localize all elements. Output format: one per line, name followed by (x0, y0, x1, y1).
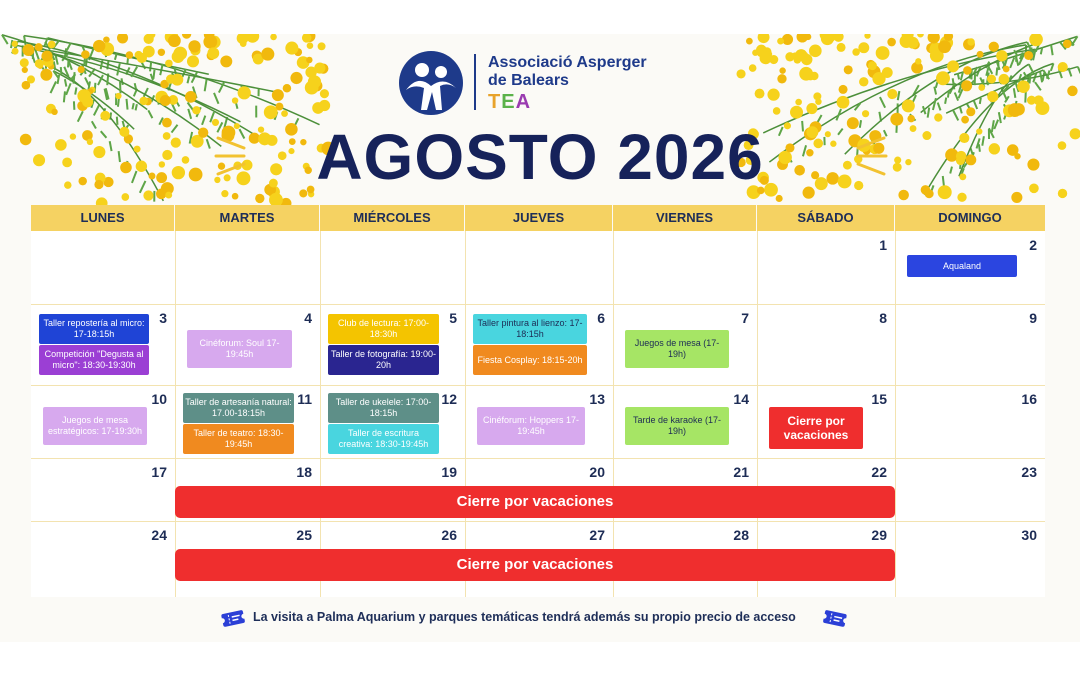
day-number: 15 (871, 391, 887, 407)
mimosa-leaf (934, 87, 936, 95)
mimosa-blossom (237, 34, 249, 44)
event-chip[interactable]: Taller pintura al lienzo: 17-18:15h (473, 314, 587, 344)
mimosa-blossom (307, 42, 314, 49)
mimosa-blossom (837, 96, 850, 109)
mimosa-blossom (858, 42, 869, 53)
mimosa-leaf (187, 76, 189, 83)
mimosa-leaf (65, 79, 66, 86)
mimosa-blossom (746, 38, 753, 45)
mimosa-blossom (255, 194, 264, 203)
mimosa-blossom (207, 47, 219, 59)
mimosa-blossom (987, 75, 996, 84)
mimosa-blossom (779, 67, 785, 73)
day-number: 22 (871, 464, 887, 480)
mimosa-blossom (281, 110, 288, 117)
mimosa-blossom (989, 42, 999, 52)
mimosa-blossom (821, 34, 834, 45)
mimosa-blossom (936, 71, 950, 85)
mimosa-blossom (103, 36, 110, 43)
mimosa-blossom (320, 89, 329, 98)
mimosa-leaf (980, 98, 981, 104)
mimosa-leaf (153, 70, 154, 79)
day-number: 9 (1029, 310, 1037, 326)
grid-divider (613, 231, 614, 597)
mimosa-leaf (913, 95, 916, 102)
mimosa-blossom (12, 41, 18, 47)
mimosa-blossom (35, 43, 43, 51)
mimosa-blossom (172, 50, 185, 63)
mimosa-blossom (1067, 86, 1077, 96)
event-chip[interactable]: Taller de artesanía natural: 17.00-18:15h (183, 393, 294, 423)
closure-band: Cierre por vacaciones (175, 486, 895, 518)
mimosa-blossom (757, 50, 764, 57)
mimosa-leaf (136, 104, 137, 110)
mimosa-blossom (192, 106, 200, 114)
grid-divider (175, 231, 176, 597)
mimosa-blossom (790, 106, 803, 119)
mimosa-blossom (187, 55, 199, 67)
mimosa-blossom (318, 42, 326, 50)
mimosa-blossom (115, 93, 121, 99)
mimosa-blossom (1027, 96, 1036, 105)
event-chip[interactable]: Taller repostería al micro: 17-18:15h (39, 314, 149, 344)
mimosa-leaf (75, 87, 76, 94)
mimosa-leaf (67, 43, 71, 50)
mimosa-leaf (974, 101, 977, 109)
event-chip[interactable]: Cinéforum: Hoppers 17-19:45h (477, 407, 585, 445)
mimosa-blossom (1024, 51, 1033, 60)
mimosa-blossom (755, 89, 765, 99)
mimosa-blossom (305, 81, 319, 95)
mimosa-blossom (121, 193, 129, 201)
mimosa-blossom (902, 99, 915, 112)
mimosa-blossom (319, 65, 326, 72)
day-number: 24 (151, 527, 167, 543)
org-name-line1: Associació Asperger (488, 54, 647, 71)
mimosa-blossom (966, 107, 975, 116)
mimosa-blossom (182, 34, 191, 39)
mimosa-blossom (782, 34, 793, 45)
mimosa-blossom (51, 109, 57, 115)
mimosa-blossom (839, 85, 848, 94)
day-number: 12 (441, 391, 457, 407)
weekday-header-2: MIÉRCOLES (320, 205, 464, 231)
mimosa-blossom (864, 34, 870, 39)
mimosa-leaf (94, 104, 100, 115)
mimosa-blossom (203, 35, 217, 49)
event-chip[interactable]: Taller de fotografía: 19:00-20h (328, 345, 439, 375)
day-number: 2 (1029, 237, 1037, 253)
mimosa-blossom (809, 45, 822, 58)
mimosa-leaf (955, 93, 958, 101)
mimosa-blossom (1063, 40, 1072, 49)
calendar-poster (0, 34, 1080, 642)
mimosa-blossom (777, 74, 786, 83)
mimosa-leaf (928, 108, 930, 118)
mimosa-blossom (77, 89, 91, 103)
mimosa-blossom (168, 34, 181, 47)
weekday-header-4: VIERNES (613, 205, 756, 231)
mimosa-leaf (24, 36, 26, 46)
day-number: 4 (304, 310, 312, 326)
mimosa-blossom (137, 53, 147, 63)
mimosa-blossom (35, 59, 44, 68)
day-number: 30 (1021, 527, 1037, 543)
event-chip[interactable]: Competición "Degusta al micro": 18:30-19:30h (39, 345, 149, 375)
event-chip[interactable]: Club de lectura: 17:00-18:30h (328, 314, 439, 344)
mimosa-leaf (117, 64, 120, 76)
weekday-header-0: LUNES (31, 205, 174, 231)
mimosa-blossom (999, 74, 1010, 85)
logo-figures-icon (398, 50, 464, 116)
mimosa-blossom (773, 107, 781, 115)
mimosa-leaf (938, 103, 941, 111)
mimosa-leaf (945, 98, 946, 104)
mimosa-blossom (1029, 34, 1043, 46)
mimosa-blossom (776, 195, 783, 202)
event-chip[interactable]: Fiesta Cosplay: 18:15-20h (473, 345, 587, 375)
mimosa-blossom (81, 50, 90, 59)
mimosa-blossom (767, 89, 779, 101)
mimosa-blossom (285, 42, 298, 55)
mimosa-blossom (139, 97, 148, 106)
day-number: 1 (879, 237, 887, 253)
mimosa-blossom (22, 67, 28, 73)
mimosa-blossom (852, 48, 860, 56)
mimosa-blossom (22, 81, 31, 90)
mimosa-blossom (947, 60, 959, 72)
calendar-body (31, 231, 1045, 597)
mimosa-blossom (117, 34, 128, 43)
closure-band: Cierre por vacaciones (175, 549, 895, 581)
mimosa-leaf (182, 69, 185, 77)
mimosa-blossom (900, 35, 913, 48)
mimosa-blossom (78, 66, 85, 73)
mimosa-blossom (166, 74, 175, 83)
mimosa-blossom (312, 102, 324, 114)
footer-text: La visita a Palma Aquarium y parques temáticas tendrá además su propio precio de acceso (253, 610, 796, 624)
grid-divider (31, 385, 1045, 386)
association-logo (398, 50, 698, 116)
mimosa-blossom (833, 34, 843, 42)
mimosa-blossom (272, 89, 284, 101)
mimosa-blossom (868, 61, 877, 70)
mimosa-blossom (749, 64, 757, 72)
mimosa-leaf (1029, 73, 1030, 84)
day-number: 11 (297, 391, 312, 407)
weekday-header-6: DOMINGO (895, 205, 1045, 231)
day-number: 5 (449, 310, 457, 326)
mimosa-blossom (837, 43, 846, 52)
grid-divider (31, 521, 1045, 522)
mimosa-leaf (898, 91, 900, 100)
ticket-icon (220, 608, 246, 628)
mimosa-blossom (1003, 66, 1010, 73)
mimosa-blossom (306, 57, 312, 63)
mimosa-leaf (148, 110, 152, 118)
weekday-header-5: SÁBADO (757, 205, 894, 231)
day-number: 10 (151, 391, 167, 407)
mimosa-blossom (844, 65, 853, 74)
mimosa-blossom (961, 80, 972, 91)
mimosa-leaf (933, 98, 936, 110)
day-number: 8 (879, 310, 887, 326)
title-rays-right (848, 130, 888, 180)
mimosa-blossom (48, 41, 56, 49)
grid-divider (31, 458, 1045, 459)
mimosa-blossom (20, 58, 29, 67)
mimosa-blossom (1008, 103, 1022, 117)
grid-divider (320, 231, 321, 597)
mimosa-leaf (948, 90, 949, 97)
tea-label (488, 91, 531, 113)
day-number: 13 (589, 391, 605, 407)
mimosa-leaf (64, 91, 65, 102)
mimosa-blossom (736, 69, 745, 78)
mimosa-blossom (777, 38, 784, 45)
mimosa-leaf (188, 109, 191, 119)
mimosa-leaf (127, 99, 128, 110)
event-chip[interactable]: Taller de ukelele: 17:00-18:15h (328, 393, 439, 423)
mimosa-blossom (758, 34, 770, 43)
mimosa-blossom (938, 40, 951, 53)
mimosa-blossom (967, 38, 974, 45)
mimosa-blossom (270, 34, 277, 40)
mimosa-blossom (795, 49, 807, 61)
mimosa-leaf (923, 106, 926, 114)
mimosa-blossom (283, 84, 292, 93)
weekday-header-1: MARTES (175, 205, 319, 231)
mimosa-blossom (915, 58, 921, 64)
mimosa-blossom (917, 34, 924, 37)
mimosa-blossom (862, 110, 869, 117)
event-chip[interactable]: Cierre por vacaciones (769, 407, 863, 449)
event-chip[interactable]: Taller de teatro: 18:30-19:45h (183, 424, 294, 454)
grid-divider (895, 231, 896, 597)
mimosa-blossom (185, 91, 197, 103)
grid-divider (31, 304, 1045, 305)
grid-divider (757, 231, 758, 597)
mimosa-blossom (238, 86, 251, 99)
mimosa-leaf (61, 67, 62, 75)
mimosa-leaf (1041, 47, 1042, 54)
weekday-header-3: JUEVES (465, 205, 612, 231)
mimosa-leaf (51, 81, 57, 93)
mimosa-blossom (928, 34, 940, 43)
day-number: 7 (741, 310, 749, 326)
mimosa-blossom (799, 67, 813, 81)
mimosa-blossom (987, 91, 998, 102)
day-number: 29 (871, 527, 887, 543)
day-number: 19 (441, 464, 457, 480)
logo-divider (474, 54, 476, 110)
day-number: 16 (1021, 391, 1037, 407)
mimosa-blossom (40, 69, 52, 81)
mimosa-blossom (887, 38, 896, 47)
mimosa-leaf (996, 67, 997, 75)
mimosa-blossom (160, 95, 171, 106)
mimosa-blossom (165, 60, 173, 68)
mimosa-leaf (69, 62, 72, 70)
mimosa-blossom (876, 46, 890, 60)
mimosa-blossom (996, 50, 1007, 61)
day-number: 17 (151, 464, 167, 480)
mimosa-leaf (953, 110, 958, 120)
mimosa-blossom (12, 48, 19, 55)
mimosa-leaf (1010, 57, 1014, 68)
event-chip[interactable]: Juegos de mesa (17-19h) (625, 330, 729, 368)
mimosa-blossom (264, 105, 278, 119)
event-chip[interactable]: Taller de escritura creativa: 18:30-19:45h (328, 424, 439, 454)
mimosa-blossom (978, 84, 985, 91)
mimosa-leaf (205, 79, 207, 91)
day-number: 14 (733, 391, 749, 407)
grid-divider (465, 231, 466, 597)
mimosa-leaf (958, 73, 959, 79)
mimosa-blossom (158, 49, 165, 56)
ticket-icon (822, 608, 848, 628)
day-number: 27 (589, 527, 605, 543)
mimosa-blossom (188, 40, 200, 52)
day-number: 20 (589, 464, 605, 480)
tea-letter-a: A (515, 91, 532, 113)
day-number: 21 (733, 464, 749, 480)
mimosa-blossom (806, 103, 817, 114)
mimosa-blossom (1058, 62, 1068, 72)
mimosa-blossom (261, 48, 274, 61)
mimosa-blossom (859, 77, 868, 86)
mimosa-leaf (1014, 88, 1016, 98)
tea-letter-t: T (488, 91, 502, 113)
mimosa-blossom (126, 51, 134, 59)
mimosa-leaf (1035, 82, 1041, 90)
mimosa-blossom (220, 55, 232, 67)
mimosa-leaf (1018, 74, 1021, 82)
day-number: 18 (296, 464, 312, 480)
mimosa-blossom (1017, 80, 1030, 93)
mimosa-leaf (1051, 45, 1053, 56)
mimosa-blossom (815, 98, 821, 104)
day-number: 26 (441, 527, 457, 543)
mimosa-leaf (132, 103, 133, 109)
mimosa-blossom (232, 97, 238, 103)
mimosa-leaf (214, 93, 219, 104)
org-name (488, 54, 647, 90)
mimosa-leaf (880, 97, 885, 108)
day-number: 3 (159, 310, 167, 326)
mimosa-leaf (1040, 72, 1042, 83)
mimosa-leaf (150, 61, 151, 71)
mimosa-blossom (41, 51, 52, 62)
mimosa-blossom (977, 51, 984, 58)
mimosa-blossom (963, 66, 972, 75)
day-number: 28 (733, 527, 749, 543)
mimosa-blossom (93, 40, 105, 52)
day-number: 23 (1021, 464, 1037, 480)
mimosa-leaf (960, 107, 962, 113)
event-chip[interactable]: Juegos de mesa estratégicos: 17-19:30h (43, 407, 147, 445)
mimosa-blossom (872, 72, 885, 85)
mimosa-leaf (1043, 73, 1045, 81)
mimosa-blossom (290, 72, 302, 84)
page-title: AGOSTO 2026 (316, 121, 764, 193)
mimosa-blossom (887, 89, 897, 99)
day-number: 6 (597, 310, 605, 326)
event-chip[interactable]: Tarde de karaoke (17-19h) (625, 407, 729, 445)
event-chip[interactable]: Cinéforum: Soul 17-19:45h (187, 330, 292, 368)
mimosa-blossom (22, 44, 34, 56)
mimosa-blossom (1036, 101, 1050, 115)
tea-letter-e: E (501, 91, 516, 113)
footer-note (0, 608, 1080, 630)
mimosa-blossom (795, 99, 802, 106)
event-chip[interactable]: Aqualand (907, 255, 1017, 277)
calendar-grid (31, 205, 1045, 597)
day-number: 25 (296, 527, 312, 543)
org-name-line2: de Balears (488, 72, 569, 89)
